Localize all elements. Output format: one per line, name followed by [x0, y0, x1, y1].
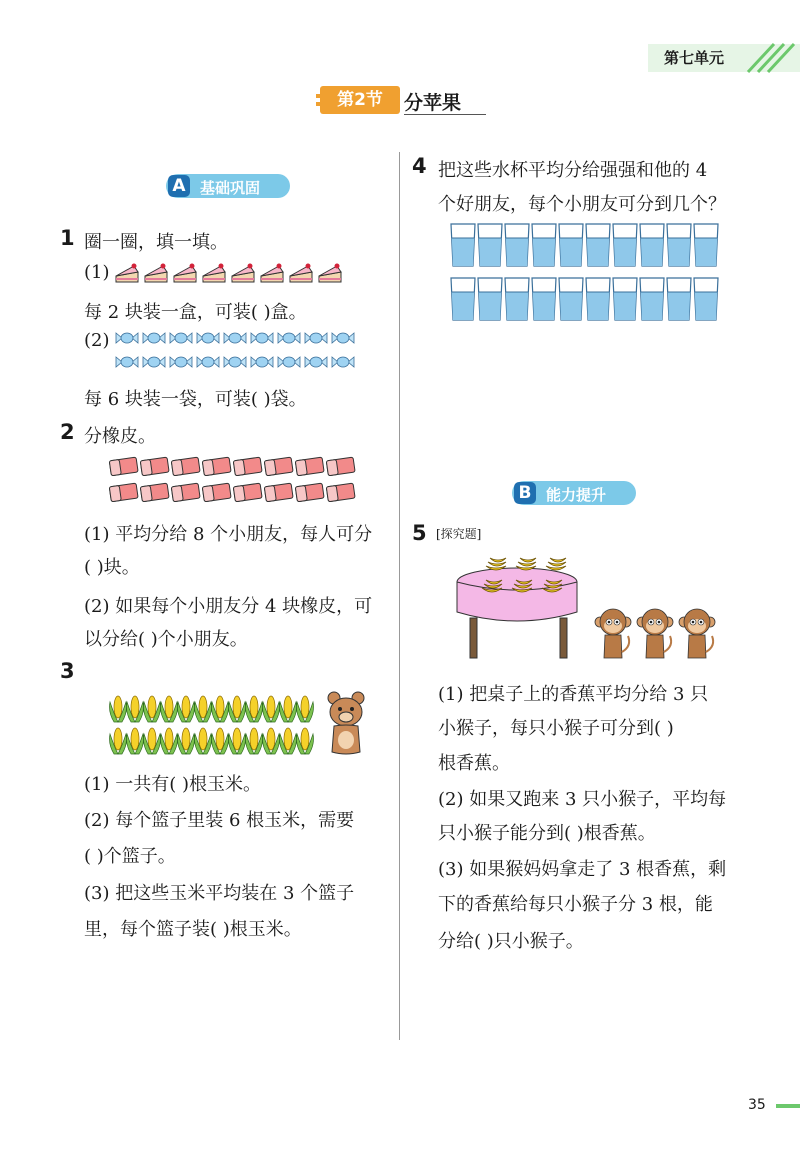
candy-icon — [332, 333, 354, 343]
water-cup-icon — [613, 278, 637, 320]
question-number: 1 — [60, 226, 75, 250]
eraser-icon — [295, 483, 324, 502]
candy-icon — [305, 357, 327, 367]
question-stem: 分橡皮。 — [84, 426, 156, 447]
part-b-letter: B — [514, 482, 536, 504]
eraser-icon — [140, 457, 169, 476]
cake-icon — [116, 264, 138, 283]
corn-icon — [144, 728, 161, 754]
answer-line: (1) 把桌子上的香蕉平均分给 3 只 — [438, 684, 709, 705]
corn-icon — [229, 696, 246, 722]
question-number: 3 — [60, 659, 75, 683]
banana-icon — [486, 558, 506, 570]
candies-image — [110, 326, 360, 372]
water-cups-image — [450, 222, 730, 322]
answer-line: (2) 每个篮子里装 6 根玉米，需要 — [84, 810, 355, 831]
water-cup-icon — [451, 278, 475, 320]
candy-icon — [170, 357, 192, 367]
column-divider — [399, 152, 400, 1040]
monkey-icon — [637, 609, 673, 658]
answer-line: 以分给( )个小朋友。 — [84, 629, 248, 650]
corn-icon — [297, 696, 314, 722]
corn-icon — [280, 728, 297, 754]
corn-icon — [297, 728, 314, 754]
candy-icon — [143, 333, 165, 343]
corn-icon — [127, 696, 144, 722]
table-with-bananas-image — [452, 552, 582, 660]
water-cup-icon — [505, 278, 529, 320]
monkey-icon — [679, 609, 715, 658]
candy-icon — [170, 333, 192, 343]
cake-icon — [145, 264, 167, 283]
corn-icon — [178, 696, 195, 722]
sub-label: (2) — [84, 330, 110, 351]
eraser-icon — [264, 483, 293, 502]
candy-icon — [116, 357, 138, 367]
corn-icon — [212, 696, 229, 722]
water-cup-icon — [586, 224, 610, 266]
answer-line: 小猴子，每只小猴子可分到( ) — [438, 718, 674, 739]
corn-icon — [144, 696, 161, 722]
eraser-icon — [264, 457, 293, 476]
cake-icon — [319, 264, 341, 283]
corn-icon — [195, 696, 212, 722]
water-cup-icon — [532, 278, 556, 320]
eraser-icon — [233, 483, 262, 502]
water-cup-icon — [667, 278, 691, 320]
unit-label: 第七单元 — [664, 49, 725, 67]
sub-answer: 每 2 块装一盒，可装( )盒。 — [84, 302, 307, 323]
section-title: 分苹果 — [404, 92, 462, 114]
water-cup-icon — [451, 224, 475, 266]
water-cup-icon — [478, 278, 502, 320]
banana-icon — [516, 558, 536, 570]
water-cup-icon — [505, 224, 529, 266]
cake-icon — [203, 264, 225, 283]
water-cup-icon — [559, 224, 583, 266]
water-cup-icon — [640, 278, 664, 320]
stripe-decoration-icon — [740, 38, 800, 74]
cake-icon — [290, 264, 312, 283]
eraser-icon — [109, 457, 138, 476]
answer-line: 分给( )只小猴子。 — [438, 931, 584, 952]
answer-line: 只小猴子能分到( )根香蕉。 — [438, 823, 656, 844]
sub-label: (1) — [84, 262, 110, 283]
water-cup-icon — [586, 278, 610, 320]
question-line: 把这些水杯平均分给强强和他的 4 — [438, 160, 708, 181]
cake-icon — [232, 264, 254, 283]
corn-image — [108, 692, 320, 756]
corn-icon — [263, 728, 280, 754]
eraser-icon — [109, 483, 138, 502]
part-a-letter: A — [168, 175, 190, 197]
corn-icon — [229, 728, 246, 754]
question-line: 个好朋友，每个小朋友可分到几个？ — [438, 194, 726, 215]
monkey-icon — [595, 609, 631, 658]
corn-icon — [178, 728, 195, 754]
question-number: 4 — [412, 154, 427, 178]
eraser-icon — [202, 457, 231, 476]
candy-icon — [224, 333, 246, 343]
eraser-icon — [326, 483, 355, 502]
corn-icon — [161, 728, 178, 754]
candy-icon — [116, 333, 138, 343]
page-number-bar — [776, 1104, 800, 1108]
answer-line: (1) 平均分给 8 个小朋友，每人可分 — [84, 524, 373, 545]
eraser-icon — [233, 457, 262, 476]
corn-icon — [110, 696, 127, 722]
part-a-title: 基础巩固 — [200, 179, 261, 197]
eraser-icon — [171, 483, 200, 502]
bear-icon — [324, 690, 368, 756]
corn-icon — [127, 728, 144, 754]
badge-tick — [316, 102, 322, 106]
corn-icon — [161, 696, 178, 722]
eraser-icon — [202, 483, 231, 502]
eraser-icon — [295, 457, 324, 476]
answer-line: ( )个篮子。 — [84, 846, 176, 867]
answer-line: 下的香蕉给每只小猴子分 3 根，能 — [438, 894, 713, 915]
candy-icon — [305, 333, 327, 343]
water-cup-icon — [694, 278, 718, 320]
answer-line: (1) 一共有( )根玉米。 — [84, 774, 261, 795]
erasers-image — [108, 452, 368, 504]
candy-icon — [251, 357, 273, 367]
water-cup-icon — [613, 224, 637, 266]
part-b-title: 能力提升 — [546, 486, 607, 504]
corn-icon — [195, 728, 212, 754]
question-stem: 圈一圈，填一填。 — [84, 232, 228, 253]
answer-line: 根香蕉。 — [438, 753, 510, 774]
corn-icon — [263, 696, 280, 722]
candy-icon — [251, 333, 273, 343]
corn-icon — [110, 728, 127, 754]
section-badge: 第2节 — [320, 86, 400, 114]
eraser-icon — [326, 457, 355, 476]
candy-icon — [143, 357, 165, 367]
sub-answer: 每 6 块装一袋，可装( )袋。 — [84, 389, 307, 410]
answer-line: ( )块。 — [84, 557, 140, 578]
badge-tick — [316, 94, 322, 98]
candy-icon — [332, 357, 354, 367]
water-cup-icon — [694, 224, 718, 266]
candy-icon — [224, 357, 246, 367]
page-number: 35 — [748, 1097, 766, 1113]
cake-icon — [174, 264, 196, 283]
part-b-heading — [512, 481, 636, 505]
answer-line: (2) 如果每个小朋友分 4 块橡皮，可 — [84, 596, 373, 617]
water-cup-icon — [478, 224, 502, 266]
question-number: 5 — [412, 521, 427, 545]
answer-line: (3) 如果猴妈妈拿走了 3 根香蕉，剩 — [438, 859, 727, 880]
corn-icon — [280, 696, 297, 722]
part-a-heading — [166, 174, 290, 198]
corn-icon — [246, 696, 263, 722]
candy-icon — [278, 333, 300, 343]
candy-icon — [197, 333, 219, 343]
water-cup-icon — [559, 278, 583, 320]
monkeys-image — [594, 606, 724, 664]
banana-icon — [546, 558, 566, 570]
water-cup-icon — [640, 224, 664, 266]
water-cup-icon — [532, 224, 556, 266]
cake-slices-image — [114, 256, 354, 286]
answer-line: (3) 把这些玉米平均装在 3 个篮子 — [84, 883, 355, 904]
corn-icon — [212, 728, 229, 754]
question-tag: [探究题] — [436, 527, 482, 541]
cake-icon — [261, 264, 283, 283]
section-title-underline — [404, 114, 486, 115]
answer-line: (2) 如果又跑来 3 只小猴子，平均每 — [438, 789, 727, 810]
question-number: 2 — [60, 420, 75, 444]
corn-icon — [246, 728, 263, 754]
water-cup-icon — [667, 224, 691, 266]
eraser-icon — [140, 483, 169, 502]
candy-icon — [197, 357, 219, 367]
candy-icon — [278, 357, 300, 367]
eraser-icon — [171, 457, 200, 476]
answer-line: 里，每个篮子装( )根玉米。 — [84, 919, 302, 940]
